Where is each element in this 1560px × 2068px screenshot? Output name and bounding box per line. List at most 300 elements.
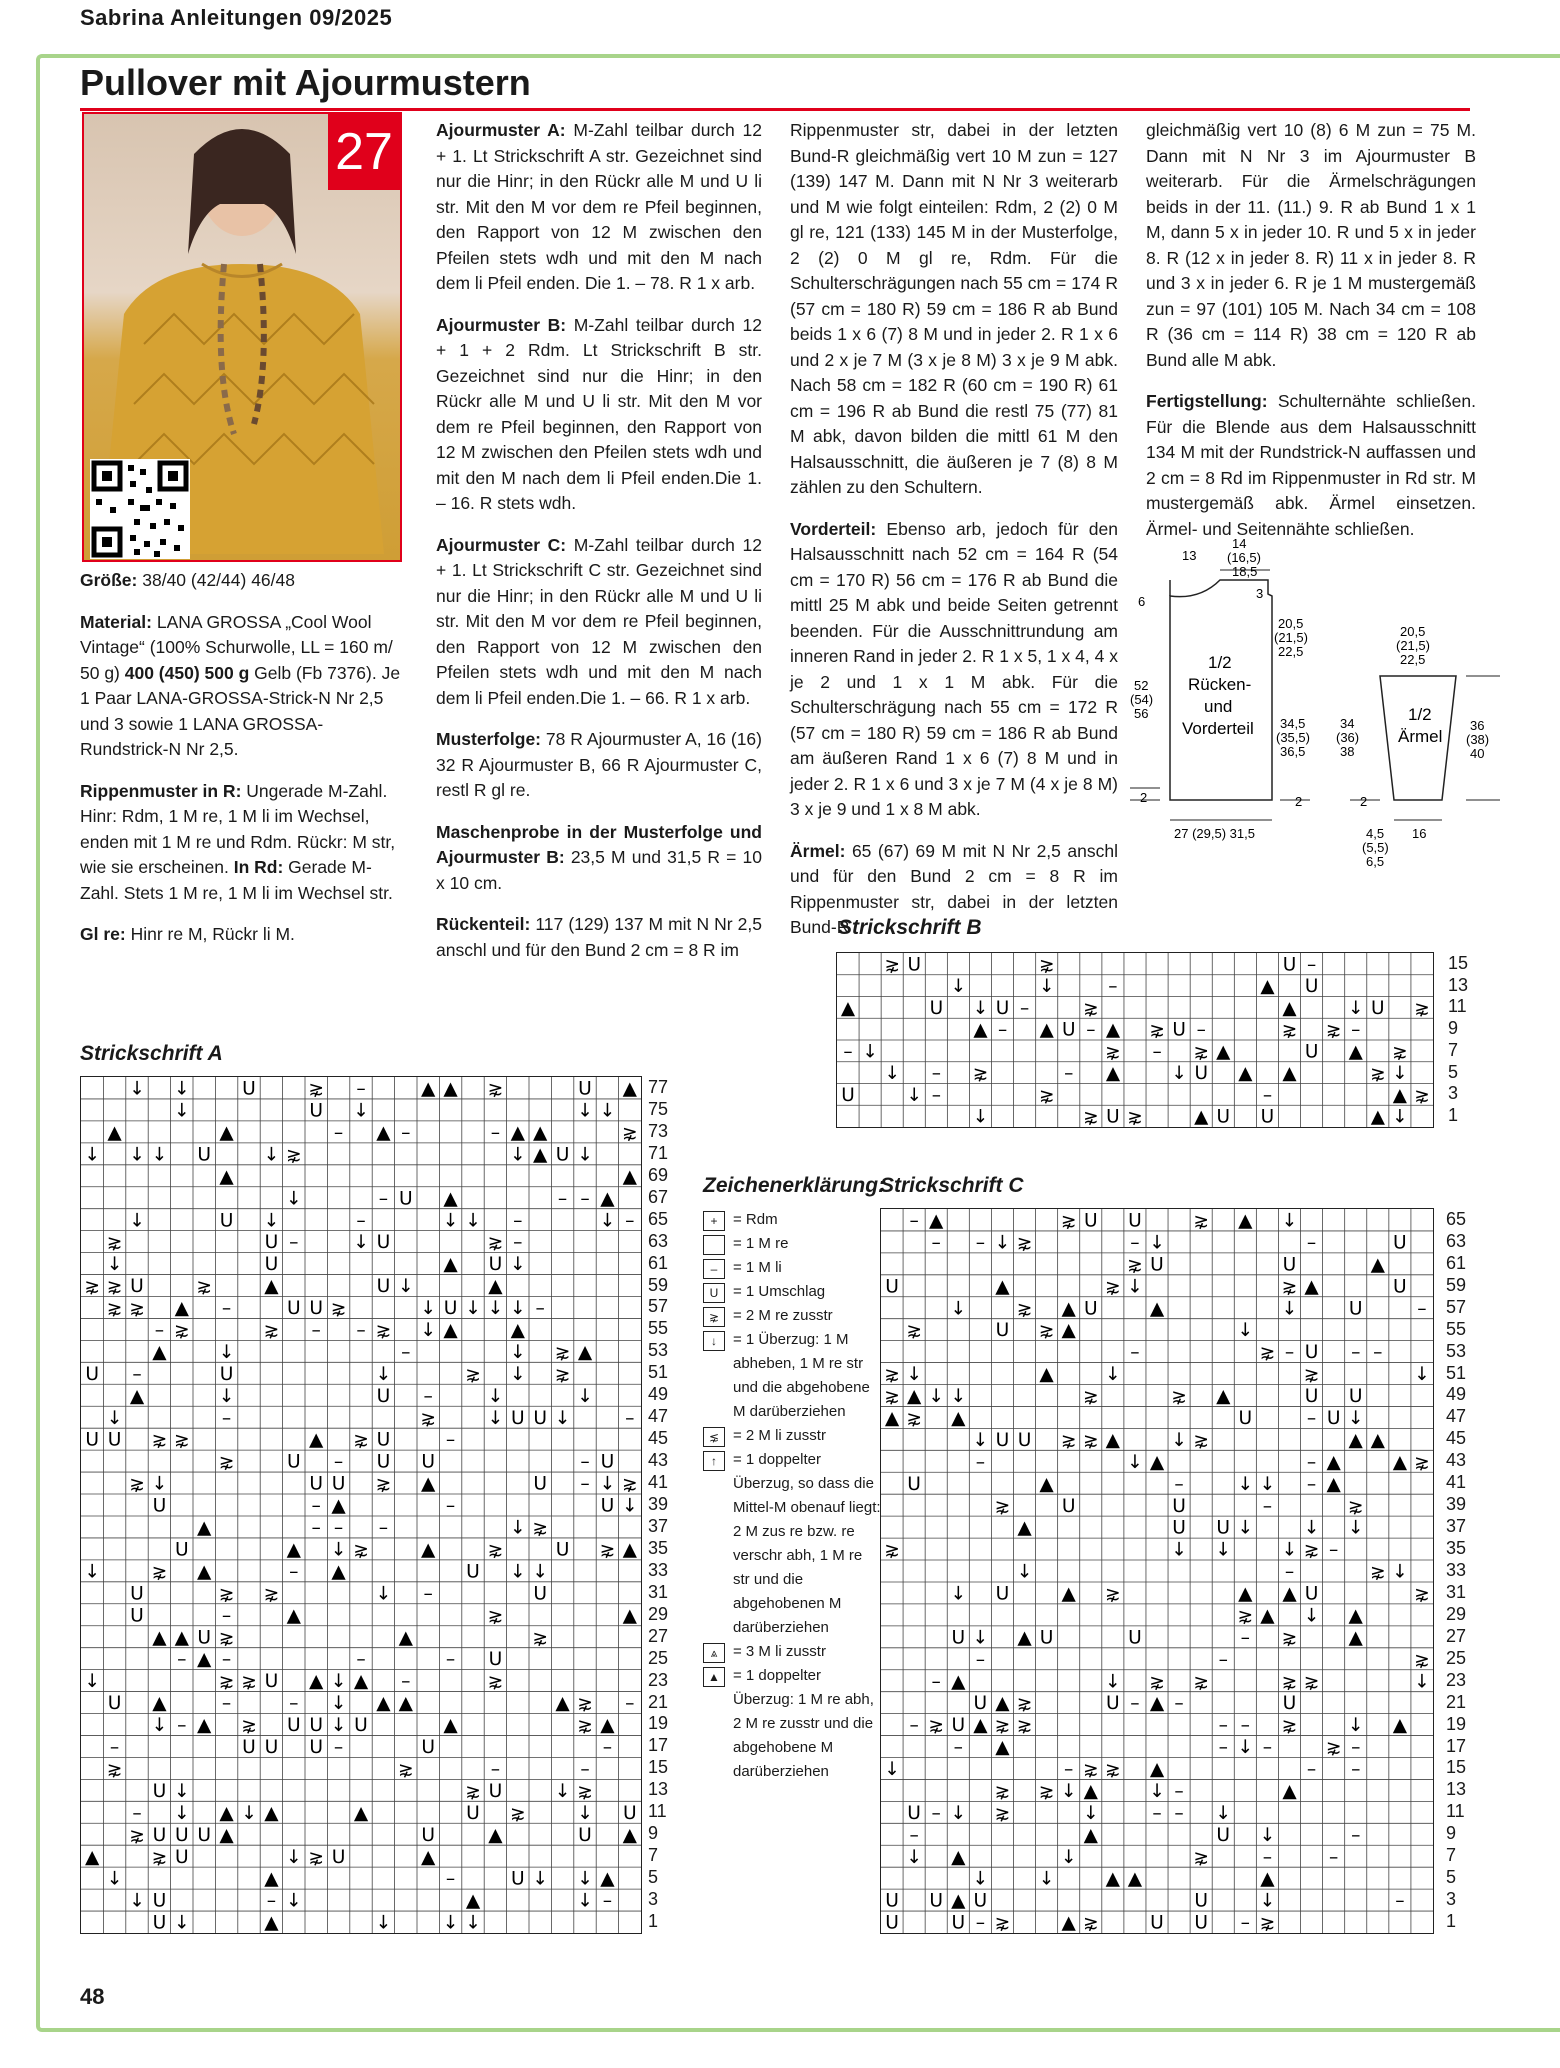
legend-text: = 1 doppelter Überzug, so dass die Mittel-M obenauf liegt: 2 M zus re bzw. re verschr abh, 1 M re str und die abgehobenen M darüberziehen (733, 1451, 881, 1636)
stitch-symbol: U (197, 1627, 212, 1649)
row-number: 43 (648, 1450, 669, 1471)
stitch-symbol: ▲ (264, 1276, 279, 1298)
stitch-symbol: – (1064, 1759, 1074, 1781)
stitch-symbol: ⋧ (487, 1232, 504, 1254)
stitch-symbol: ↓ (173, 1912, 190, 1934)
stitch-symbol: ⋧ (1105, 1276, 1121, 1298)
stitch-symbol: ↓ (375, 1583, 392, 1605)
stitch-symbol: – (1108, 976, 1118, 998)
stitch-symbol: ⋧ (1016, 1232, 1033, 1254)
dim-body-height: 52 (1134, 678, 1149, 693)
stitch-symbol: ↓ (1016, 1561, 1033, 1583)
stitch-symbol: ▲ (309, 1671, 324, 1693)
stitch-symbol: ▲ (1304, 1276, 1319, 1298)
stitch-symbol: U (488, 1254, 503, 1276)
stitch-symbol: ↓ (84, 1144, 101, 1166)
row-number: 75 (648, 1098, 669, 1119)
row-number: 37 (1446, 1516, 1467, 1537)
row-number: 25 (1446, 1647, 1467, 1668)
stitch-symbol: ↓ (285, 1188, 302, 1210)
stitch-symbol: ↓ (151, 1715, 168, 1737)
gridC-cells (881, 1209, 1433, 1933)
row-number: 11 (648, 1801, 667, 1822)
stitch-symbol: ↓ (1171, 1429, 1187, 1451)
stitch-symbol: ⋧ (577, 1780, 593, 1802)
stitch-symbol: ⋧ (1105, 1041, 1121, 1063)
stitch-symbol: – (356, 1319, 366, 1341)
stitch-symbol: ▲ (264, 1868, 279, 1890)
dim-shoulder: 3 (1256, 586, 1264, 601)
stitch-symbol: U (488, 1649, 503, 1671)
svg-text:2: 2 (1295, 794, 1303, 809)
stitch-symbol: ↓ (509, 1517, 526, 1539)
stitch-symbol: ⋧ (218, 1583, 235, 1605)
stitch-symbol: ↓ (173, 1780, 190, 1802)
stitch-symbol: – (401, 1122, 411, 1144)
stitch-symbol: U (1348, 1298, 1363, 1320)
stitch-symbol: ↓ (84, 1561, 101, 1583)
stitch-symbol: ⋧ (1414, 1084, 1430, 1106)
stitch-symbol: ↓ (509, 1363, 526, 1385)
stitch-symbol: ↓ (129, 1890, 145, 1912)
stitch-symbol: ↓ (1259, 1890, 1276, 1912)
legend-text: = 1 doppelter Überzug: 1 M re abh, 2 M re zusstr und die abgehobene M darüberziehen (733, 1667, 874, 1780)
stitch-symbol: – (221, 1605, 232, 1627)
stitch-symbol: ▲ (443, 1078, 458, 1100)
front-label: Vorderteil: (790, 518, 877, 539)
stitch-symbol: ⋧ (621, 1122, 638, 1144)
stitch-symbol: ⋧ (994, 1802, 1011, 1824)
stitch-symbol: ↓ (263, 1210, 280, 1232)
stitch-symbol: – (1174, 1693, 1184, 1715)
stitch-symbol: ↓ (1347, 1715, 1364, 1737)
stitch-symbol: ▲ (152, 1627, 167, 1649)
stitch-symbol: – (333, 1737, 344, 1759)
stitch-symbol: U (1150, 1254, 1164, 1276)
stitch-symbol: ↓ (1060, 1846, 1077, 1868)
stitch-symbol: ⋧ (353, 1429, 369, 1451)
row-number: 21 (648, 1691, 669, 1712)
stitch-symbol: ⋧ (1038, 1780, 1055, 1802)
stitch-symbol: ⋧ (173, 1429, 190, 1451)
stitch-symbol: – (625, 1693, 635, 1715)
qr-code[interactable] (90, 459, 190, 559)
stitch-symbol: U (533, 1473, 548, 1495)
stitch-symbol: – (221, 1298, 232, 1320)
stitch-symbol: U (309, 1737, 324, 1759)
stitch-symbol: U (995, 1320, 1010, 1342)
rib-pattern-label: Rippenmuster in R: (80, 780, 242, 801)
stitch-symbol: ▲ (1017, 1517, 1032, 1539)
stitch-symbol: U (555, 1144, 570, 1166)
stitch-symbol: ↓ (906, 1084, 923, 1106)
stitch-symbol: ▲ (1083, 1824, 1098, 1846)
stitch-symbol: U (286, 1451, 301, 1473)
stitch-symbol: U (907, 1473, 921, 1495)
stitch-symbol: ▲ (1149, 1451, 1165, 1473)
stitch-symbol: U (885, 1276, 899, 1298)
stitch-symbol: ↓ (330, 1693, 347, 1715)
stitch-symbol: ↓ (442, 1912, 459, 1934)
magazine-header: Sabrina Anleitungen 09/2025 (80, 5, 393, 30)
rib-pattern-text: Ungerade M-Zahl. Hinr: Rdm, 1 M re, 1 M li im Wechsel, enden mit 1 M re und Rdm. Rückr: M str, wie sie erscheinen. (80, 780, 396, 877)
stitch-symbol: U (578, 1824, 592, 1846)
stitch-symbol: ↓ (509, 1341, 526, 1363)
column-finishing (1146, 118, 1476, 558)
stitch-symbol: – (1351, 1759, 1361, 1781)
chart-c-title: Strickschrift C (880, 1174, 1024, 1197)
stitch-symbol: – (1218, 1715, 1228, 1737)
stitch-symbol: – (625, 1210, 635, 1232)
stitch-symbol: ▲ (1348, 1041, 1363, 1063)
stitch-symbol: ⋧ (1016, 1298, 1033, 1320)
stitch-symbol: ↓ (129, 1144, 145, 1166)
dim-cuff-width: 16 (1412, 826, 1427, 841)
legend-symbol-icon: ▲ (703, 1667, 725, 1687)
stitch-symbol: ⋧ (397, 1758, 414, 1780)
stitch-symbol: ▲ (1238, 1063, 1253, 1085)
stitch-symbol: ⋧ (1303, 1364, 1320, 1386)
legend-symbol-icon: ↑ (703, 1451, 725, 1471)
stitch-symbol: ⋧ (106, 1758, 123, 1780)
stitch-symbol: – (1262, 1084, 1273, 1106)
stitch-symbol: – (580, 1473, 590, 1495)
pattern-b-label: Ajourmuster B: (436, 314, 567, 335)
stitch-symbol: U (130, 1276, 144, 1298)
stitch-symbol: ↓ (1259, 1824, 1276, 1846)
stitch-symbol: ▲ (1149, 1759, 1165, 1781)
stitch-symbol: – (1306, 1451, 1317, 1473)
stitch-symbol: ▲ (443, 1319, 458, 1341)
stitch-symbol: ⋧ (353, 1539, 369, 1561)
stitch-symbol: – (843, 1041, 853, 1063)
stitch-symbol: ▲ (197, 1561, 212, 1583)
row-number: 45 (1446, 1428, 1467, 1449)
stitch-symbol: – (378, 1188, 389, 1210)
stitch-symbol: U (1128, 1210, 1142, 1232)
stitch-symbol: – (931, 1232, 941, 1254)
stitch-symbol: – (289, 1561, 299, 1583)
svg-text:Rücken-: Rücken- (1188, 675, 1252, 694)
back-continued: Rippenmuster str, dabei in der letzten Bund-R gleichmäßig vert 10 M zun = 127 (139) 147 M. Dann mit N Nr 3 weiterarb und M wie folgt einteilen: Rdm, 2 (2) 0 M gl re, 121 (133) 145 M in der Musterfolge, 2 (2) 0 M gl re, Rdm. Für die Schulterschrägungen nach 55 cm = 174 R (57 cm = 180 R) 59 cm = 186 R ab Bund beids 1 x 6 (7) 8 M und in jeder 2. R 1 x 6 und 2 x je 7 M (3 x je 8 M) 3 x je 9 M abk. Nach 58 cm = 182 R (60 cm = 190 R) 61 cm = 196 R ab Bund die restl 75 (77) 81 M abk, davon bilden die mittl 61 M den Halsausschnitt, die äußeren je 7 (8) 8 M zählen zu den Schultern. (790, 120, 1118, 497)
stitch-symbol: ▲ (174, 1298, 189, 1320)
stitch-symbol: ↓ (950, 1583, 967, 1605)
legend-symbol-icon: ⋧ (703, 1307, 725, 1327)
legend-item (703, 1424, 883, 1448)
stitch-symbol: ▲ (1061, 1583, 1076, 1605)
stitch-symbol: ▲ (376, 1122, 391, 1144)
stitch-symbol: ⋧ (1082, 1912, 1099, 1934)
schematic-diagram (1120, 536, 1520, 869)
stitch-symbol: – (1130, 1342, 1140, 1364)
stitch-symbol: ▲ (1260, 976, 1275, 998)
stitch-symbol: ↓ (173, 1802, 190, 1824)
stitch-symbol: ⋧ (1016, 1693, 1033, 1715)
stitch-symbol: U (1194, 1063, 1208, 1085)
row-number: 15 (648, 1757, 669, 1778)
stitch-symbol: U (841, 1084, 855, 1106)
stitch-symbol: ↓ (928, 1386, 945, 1408)
stitch-symbol: – (931, 1063, 941, 1085)
stitch-symbol: – (356, 1078, 366, 1100)
stitch-symbol: ▲ (1370, 1106, 1385, 1128)
svg-text:Ärmel: Ärmel (1398, 727, 1443, 746)
stitch-symbol: U (1282, 1254, 1297, 1276)
stitch-symbol: – (909, 1715, 919, 1737)
stitch-symbol: ↓ (1171, 1539, 1187, 1561)
stitch-symbol: ⋧ (884, 1364, 900, 1386)
stitch-symbol: ⋧ (308, 1846, 325, 1868)
row-number: 15 (1448, 952, 1469, 973)
stitch-symbol: ↓ (1303, 1605, 1320, 1627)
row-number: 57 (648, 1296, 669, 1317)
stitch-symbol: – (289, 1232, 299, 1254)
svg-text:56: 56 (1134, 706, 1149, 721)
stitch-symbol: U (907, 1802, 921, 1824)
stitch-symbol: ▲ (219, 1824, 234, 1846)
stitch-symbol: ↓ (862, 1041, 878, 1063)
stitch-symbol: ⋧ (487, 1671, 504, 1693)
stitch-symbol: ⋧ (972, 1063, 989, 1085)
stitch-symbol: ↓ (1414, 1364, 1430, 1386)
stitch-symbol: – (1240, 1715, 1250, 1737)
row-number: 19 (648, 1713, 669, 1734)
stitch-symbol: ⋧ (884, 954, 900, 976)
stitch-symbol: ▲ (219, 1166, 234, 1188)
stitch-symbol: ↓ (906, 1846, 922, 1868)
stitch-symbol: U (1393, 1276, 1407, 1298)
stitch-symbol: U (309, 1473, 324, 1495)
stitch-symbol: ⋧ (906, 1408, 922, 1430)
svg-text:(21,5): (21,5) (1274, 630, 1308, 645)
stitch-symbol: U (995, 997, 1010, 1019)
stitch-symbol: ↓ (487, 1385, 504, 1407)
stitch-symbol: ⋧ (1171, 1386, 1187, 1408)
stitch-symbol: ▲ (331, 1561, 346, 1583)
stitch-symbol: ⋧ (106, 1232, 123, 1254)
stitch-symbol: ▲ (398, 1627, 413, 1649)
stitch-symbol: ↓ (1281, 1539, 1298, 1561)
chart-b-grid (836, 952, 1434, 1128)
stitch-symbol: U (1260, 1106, 1275, 1128)
sleeve-continued: gleichmäßig vert 10 (8) 6 M zun = 75 M. Dann mit N Nr 3 im Ajourmuster B weiterarb. Für die Ärmelschrägungen beids in der 11. (11.) 9. R ab Bund 1 x 1 M, dann 5 x in jeder 10. R und 5 x in jeder 8. R (12 x in jeder 8. R) 11 x in jeder 8. R und 3 x in jeder 6. R je 1 M mustergemäß zun = 97 (101) 105 M. Nach 34 cm = 108 R (36 cm = 114 R) 38 cm = 120 R ab Bund alle M abk. (1146, 120, 1476, 370)
stockinette-label: Gl re: (80, 924, 126, 944)
stitch-symbol: U (907, 954, 922, 976)
stitch-symbol: ▲ (219, 1122, 234, 1144)
sleeve-label: 1/2 (1408, 705, 1432, 724)
stitch-symbol: – (1064, 1063, 1074, 1085)
finishing-text: Schulternähte schließen. Für die Blende aus dem Halsausschnitt 134 M mit der Rundstrick-N auffassen und 2 cm = 8 Rd im Rippenmuster in Rd str. M mustergemäß abk. Ärmel einsetzen. Ärmel- und Seitennähte schließen. (1146, 391, 1476, 539)
stitch-symbol: U (85, 1429, 100, 1451)
stitch-symbol: ⋧ (1149, 1019, 1165, 1041)
stitch-symbol: ▲ (1392, 1715, 1408, 1737)
stitch-symbol: ⋧ (1193, 1846, 1209, 1868)
legend-item (703, 1448, 883, 1640)
stitch-symbol: ↓ (375, 1912, 392, 1934)
row-number: 23 (1446, 1669, 1467, 1690)
row-number: 29 (648, 1603, 669, 1624)
stitch-symbol: ↓ (577, 1385, 593, 1407)
stitch-symbol: – (975, 1451, 986, 1473)
stitch-symbol: ↓ (554, 1780, 571, 1802)
stitch-symbol: U (1106, 1693, 1120, 1715)
stitch-symbol: ▲ (622, 1539, 637, 1561)
stitch-symbol: U (376, 1451, 391, 1473)
row-number: 33 (648, 1559, 669, 1580)
stitch-symbol: ▲ (1282, 1583, 1297, 1605)
stitch-symbol: ↓ (1303, 1517, 1320, 1539)
stitch-symbol: – (490, 1758, 501, 1780)
stitch-symbol: – (1174, 1780, 1184, 1802)
stitch-symbol: – (1262, 1495, 1273, 1517)
stitch-symbol: – (1130, 1693, 1140, 1715)
row-number: 59 (648, 1274, 669, 1295)
stitch-symbol: – (1152, 1041, 1162, 1063)
stitch-symbol: ↓ (950, 1802, 967, 1824)
stitch-symbol: U (443, 1298, 458, 1320)
stitch-symbol: U (995, 1429, 1010, 1451)
stitch-symbol: ⋧ (1193, 1671, 1209, 1693)
stitch-symbol: ↓ (599, 1473, 616, 1495)
stitch-symbol: ↓ (509, 1561, 526, 1583)
stitch-symbol: – (1351, 1737, 1361, 1759)
stitch-symbol: ▲ (107, 1122, 122, 1144)
stitch-symbol: – (1306, 954, 1317, 976)
stitch-symbol: ⋧ (241, 1715, 257, 1737)
legend-symbol-icon: ↓ (703, 1331, 725, 1351)
stitch-symbol: U (1304, 1342, 1319, 1364)
row-number: 11 (1446, 1801, 1465, 1822)
row-number: 1 (1446, 1911, 1457, 1932)
stitch-symbol: ▲ (1282, 1063, 1297, 1085)
stitch-symbol: – (356, 1210, 366, 1232)
stitch-symbol: – (401, 1671, 411, 1693)
stitch-symbol: ↓ (1082, 1802, 1099, 1824)
svg-text:18,5: 18,5 (1232, 564, 1258, 579)
stitch-symbol: ▲ (353, 1671, 369, 1693)
stitch-symbol: ▲ (1039, 1364, 1054, 1386)
stitch-symbol: U (286, 1715, 301, 1737)
stitch-symbol: U (533, 1583, 548, 1605)
stitch-symbol: ⋧ (1060, 1210, 1077, 1232)
row-number: 9 (1446, 1823, 1457, 1844)
stitch-symbol: ⋧ (1038, 954, 1055, 976)
stitch-symbol: U (1282, 1693, 1297, 1715)
stitch-symbol: – (109, 1737, 120, 1759)
stitch-symbol: U (533, 1407, 548, 1429)
stitch-symbol: ↓ (1259, 1473, 1276, 1495)
material-weight: 400 (450) 500 g (124, 662, 250, 683)
stitch-symbol: ⋧ (1281, 1627, 1298, 1649)
stitch-symbol: ▲ (197, 1715, 212, 1737)
stitch-symbol: ↓ (151, 1473, 168, 1495)
stitch-symbol: ▲ (533, 1122, 548, 1144)
row-number: 31 (1446, 1581, 1467, 1602)
stitch-symbol: ↓ (1038, 1868, 1055, 1890)
stitch-symbol: U (354, 1715, 368, 1737)
stitch-symbol: – (1351, 1342, 1361, 1364)
stitch-symbol: ⋧ (218, 1627, 235, 1649)
svg-text:Vorderteil: Vorderteil (1182, 719, 1254, 738)
gauge-label: Maschenprobe in der Musterfolge und Ajourmuster B: (436, 821, 762, 867)
row-number: 61 (648, 1252, 669, 1273)
stitch-symbol: ⋧ (129, 1824, 145, 1846)
legend-symbol-icon: ⩓ (703, 1643, 725, 1663)
stitch-symbol: ▲ (555, 1693, 570, 1715)
stitch-symbol: – (445, 1868, 456, 1890)
stitch-symbol: ▲ (286, 1539, 301, 1561)
stitch-symbol: – (490, 1122, 501, 1144)
stitch-symbol: – (132, 1363, 142, 1385)
stitch-symbol: ⋧ (1414, 1583, 1430, 1605)
stitch-symbol: ↓ (84, 1671, 101, 1693)
stitch-symbol: ⋧ (129, 1473, 145, 1495)
stitch-symbol: ↓ (330, 1715, 347, 1737)
row-number: 39 (648, 1494, 669, 1514)
stitch-symbol: – (311, 1517, 321, 1539)
dim-top: 14 (1232, 536, 1247, 551)
stitch-symbol: ▲ (219, 1802, 234, 1824)
stitch-symbol: ↓ (1414, 1671, 1430, 1693)
stitch-symbol: ▲ (376, 1693, 391, 1715)
stitch-symbol: U (376, 1276, 391, 1298)
stitch-symbol: ▲ (622, 1605, 637, 1627)
legend-item (703, 1640, 883, 1664)
stitch-symbol: – (154, 1319, 165, 1341)
stitch-symbol: ⋧ (151, 1429, 168, 1451)
stitch-symbol: ↓ (465, 1210, 481, 1232)
svg-text:2: 2 (1360, 794, 1368, 809)
row-number: 77 (648, 1076, 669, 1097)
stitch-symbol: – (953, 1737, 963, 1759)
row-number: 13 (1448, 974, 1469, 995)
stitch-symbol: U (242, 1078, 256, 1100)
stitch-symbol: ⋧ (1259, 1912, 1276, 1934)
svg-text:22,5: 22,5 (1400, 652, 1426, 667)
material-rest: Gelb (Fb 7376). Je 1 Paar LANA-GROSSA-Strick-N Nr 2,5 und 3 sowie 1 LANA GROSSA-Rundstrick-N Nr 2,5. (80, 662, 401, 759)
stitch-symbol: – (975, 1912, 986, 1934)
finishing-label: Fertigstellung: (1146, 391, 1268, 411)
stitch-symbol: U (1216, 1824, 1231, 1846)
stitch-symbol: ▲ (421, 1078, 436, 1100)
legend-text: = 1 M re (733, 1235, 789, 1252)
stitch-symbol: ↓ (599, 1210, 616, 1232)
stitch-symbol: ▲ (1061, 1320, 1076, 1342)
stitch-symbol: ⋧ (577, 1715, 593, 1737)
stitch-symbol: ⋧ (1281, 1019, 1298, 1041)
legend-symbol-icon (703, 1235, 725, 1255)
stitch-symbol: – (1020, 997, 1030, 1019)
stitch-symbol: ⋧ (1392, 1041, 1408, 1063)
stitch-symbol: ▲ (286, 1605, 301, 1627)
stitch-symbol: ⋧ (375, 1473, 392, 1495)
stitch-symbol: ⋧ (1259, 1342, 1276, 1364)
stitch-symbol: ⋧ (1370, 1063, 1386, 1085)
page-number: 48 (80, 1984, 105, 2009)
row-number: 39 (1446, 1494, 1467, 1515)
row-number: 13 (648, 1779, 669, 1800)
stitch-symbol: ▲ (1238, 1583, 1253, 1605)
stitch-symbol: ▲ (510, 1122, 525, 1144)
stitch-symbol: U (376, 1385, 391, 1407)
row-number: 7 (1446, 1845, 1457, 1866)
stitch-symbol: ▲ (884, 1408, 900, 1430)
stitch-symbol: ⋧ (1105, 1759, 1121, 1781)
stitch-symbol: ▲ (443, 1188, 458, 1210)
stitch-symbol: U (466, 1561, 480, 1583)
stitch-symbol: ↓ (972, 1429, 989, 1451)
row-number: 3 (1448, 1083, 1459, 1104)
